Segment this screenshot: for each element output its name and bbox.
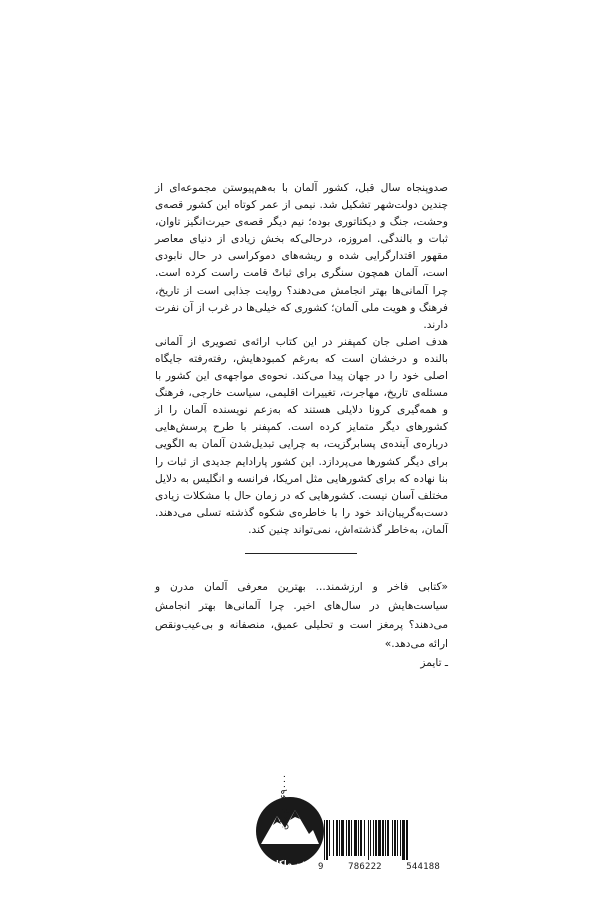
barcode-digit-prefix: 9: [318, 862, 324, 872]
blurb-text: [155, 180, 448, 539]
blurb-paragraph-2: هدف اصلی جان کمپفنر در این کتاب ارائه‌ی تصویری از آلمانی بالنده و درخشان است که به‌رغم کمبودهایش، رفته‌رفته جایگاه اصلی خود را در جهان پیدا می‌کند. نحوه‌ی مواجهه‌ی این کشور با مسئله‌ی تاریخ، مهاجرت، تغییرات اقلیمی، سیاست خارجی، فرهنگ و همه‌گیری کرونا دلایلی هستند که به‌زعم نویسنده آلمان را از کشورهای دیگر متمایز کرده است. کمپفنر با طرح پرسش‌هایی درباره‌ی آینده‌ی پسابرگزیت، به چرایی تبدیل‌شدن آلمان به الگویی برای دیگر کشورها می‌پردازد. این کشور پارادایم جدیدی از ثبات را بنا نهاده که برای کشورهایی مثل امریکا، فرانسه و انگلیس به دلایل مختلف آسان نیست. کشورهایی که در زمان حال با مشکلات زیادی دست‌به‌گریبان‌اند خود را با خاطره‌ی شکوه گذشته تسلی می‌دهند. آلمان، به‌خاطر گذشته‌اش، نمی‌تواند چنین کند.: [155, 335, 448, 536]
section-divider: [245, 553, 357, 554]
review-quote-text: «کتابی فاخر و ارزشمند... بهترین معرفی آلمان مدرن و سیاست‌هایش در سال‌های اخیر. چرا آلمانی‌ها بهتر انجامش می‌دهند؟ پرمغز است و تحلیلی عمیق، منصفانه و بی‌عیب‌ونقص ارائه می‌دهد.»: [155, 581, 448, 650]
barcode-digit-group-1: 786222: [348, 862, 382, 872]
publisher-name: نشر ملکان: [269, 859, 311, 868]
publisher-logo: [255, 796, 325, 872]
review-quote: [155, 578, 448, 673]
blurb-paragraph-1: صدوپنجاه سال قبل، کشور آلمان با به‌هم‌پیوستن مجموعه‌ای از چندین دولت‌شهر تشکیل شد. نیمی از عمر کوتاه این کشور قصه‌ی وحشت، جنگ و دیکتاتوری بوده؛ نیم دیگر قصه‌ی حیرت‌انگیز تاوان، ثبات و بالندگی. امروزه، درحالی‌که بخش زیادی از دنیای معاصر مقهور اقتدارگرایی شده و ریشه‌های دموکراسی در حال نابودی است، آلمان همچون سنگری برای ثباتْ قامت راست کرده است. چرا آلمانی‌ها بهتر انجامش می‌دهند؟ روایت جذابی است از تاریخ، فرهنگ و هویت ملی آلمان؛ کشوری که خیلی‌ها در غرب از آن نفرت دارند.: [155, 182, 448, 331]
price-label: ۱۶۹۰۰۰ تومان: [279, 773, 290, 830]
mountains-logo-icon: [255, 796, 325, 866]
barcode-icon: [324, 820, 438, 860]
barcode-digit-group-2: 544188: [406, 862, 440, 872]
barcode-digits: [318, 862, 440, 872]
review-quote-source: ـ تایمز: [420, 657, 448, 669]
isbn-barcode: [318, 820, 440, 880]
